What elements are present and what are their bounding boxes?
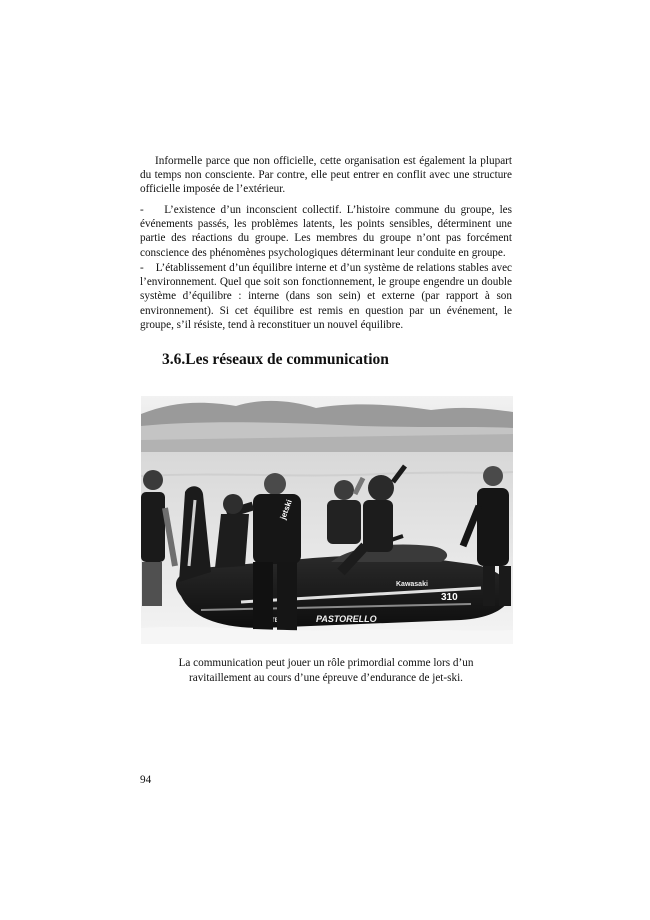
jet-ski-photo bbox=[141, 396, 513, 644]
figure-caption bbox=[140, 656, 512, 685]
hull-number: 310 bbox=[441, 592, 458, 603]
page-number: 94 bbox=[140, 774, 152, 786]
caption-line-2: ravitaillement au cours d’une épreuve d’endurance de jet-ski. bbox=[189, 671, 463, 684]
caption-line-1: La communication peut jouer un rôle primordial comme lors d’un bbox=[178, 657, 474, 669]
paragraph-equilibre: - L’établissement d’un équilibre interne et d’un système de relations stables avec l’environnement. Quel que soit son fonctionnement, le groupe engendre un double système d’équilibre : interne (dans son sein) et externe (par rapport à son environnement). Si cet équilibre est remis en question par un événement, le groupe, s’il résiste, tend à reconstituer un nouvel équilibre. bbox=[140, 262, 512, 331]
paragraph-inconscient-collectif: - L’existence d’un inconscient collectif. L’histoire commune du groupe, les événements passés, les problèmes latents, les points sensibles, déterminent une partie des réactions du groupe. Les membres du groupe n’ont pas forcément conscience des phénomènes psychologiques déterminant leur conduite en groupe. bbox=[140, 204, 512, 259]
hull-logo-kawasaki: Kawasaki bbox=[396, 581, 428, 588]
section-heading: 3.6.Les réseaux de communication bbox=[162, 351, 389, 368]
paragraph-organisation: Informelle parce que non officielle, cette organisation est également la plupart du temps non consciente. Par contre, elle peut entrer en conflit avec une structure officielle imposée de l’extérieur. bbox=[140, 155, 512, 196]
hull-logo-pastorello: PASTORELLO bbox=[316, 614, 377, 624]
wetsuit-logo: jetski bbox=[278, 498, 294, 521]
